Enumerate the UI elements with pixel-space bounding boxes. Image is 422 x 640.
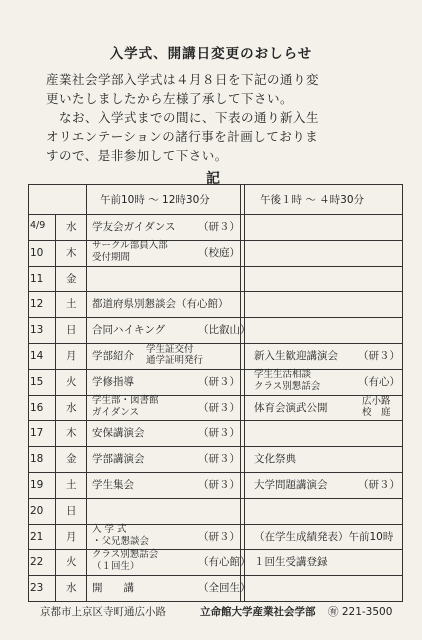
row-day: 木 [66,246,77,259]
row-am-location: （全回生） [198,582,251,595]
row-pm-location: （有心） [358,375,400,388]
row-date: 12 [30,298,44,311]
row-day: 金 [66,453,77,466]
row-am-location: （研３） [198,478,240,491]
row-date: 21 [30,530,44,543]
paragraph-line-1: 産業社会学部入学式は４月８日を下記の通り変 [46,72,320,87]
row-date: 18 [30,453,44,466]
row-day: 火 [66,375,77,388]
row-am-event: 安保講演会 [92,427,145,440]
row-pm-event: 文化祭典 [254,453,296,466]
row-am-location: （校庭） [198,246,240,259]
row-am-event-2: （１回生） [92,561,140,573]
row-am-location: （研３） [198,220,240,233]
row-am-event: 学生集会 [92,478,134,491]
row-date: 19 [30,478,44,491]
notice-title: 入学式、開講日変更のおしらせ [109,46,313,62]
row-pm-event: （在学生成績発表）午前10時 [254,530,394,543]
row-am-event: 学修指導 [92,375,134,388]
row-date: 22 [30,556,44,569]
row-date: 20 [30,504,44,517]
footer-phone: ㊒ 221-3500 [328,606,393,618]
row-am-event-2: ガイダンス [92,406,140,418]
row-am-event: 学部紹介 [92,349,134,362]
row-pm-location-2: 校 庭 [362,406,391,418]
row-pm-event: 新入生歓迎講演会 [254,349,338,362]
row-day: 火 [66,556,77,569]
row-date: 13 [30,324,44,337]
row-am-event: 開 講 [92,582,134,595]
footer-org: 立命館大学産業社会学部 [200,606,316,618]
row-am-event: 合同ハイキング [92,324,166,337]
row-am-sub1: 学生証交付 [146,344,194,355]
row-am-event: 学生部・図書館 [92,394,159,406]
row-am-location: （研３） [198,375,240,388]
header-am: 午前10時 〜 12時30分 [100,194,210,206]
row-am-location: （研３） [198,453,240,466]
row-pm-location: （研３） [358,478,400,491]
row-day: 日 [66,324,77,337]
row-date: 14 [30,349,44,362]
row-day: 月 [66,530,77,543]
row-pm-event: １回生受講登録 [254,556,328,569]
row-am-location: （比叡山） [198,324,251,337]
row-am-event-2: ・父兄懇談会 [92,535,150,547]
row-am-event: 都道府県別懇談会（有心館） [92,298,229,311]
row-am-event: 学部講演会 [92,453,145,466]
row-day: 金 [66,272,77,285]
row-am-location: （有心館） [198,556,251,569]
footer-address: 京都市上京区寺町通広小路 [40,606,166,618]
row-day: 水 [66,220,77,233]
row-pm-event-2: クラス別懇話会 [254,380,321,392]
row-am-event: 学友会ガイダンス [92,220,176,233]
row-am-sub2: 通学証明発行 [146,355,204,366]
row-day: 水 [66,582,77,595]
row-am-location: （研３） [198,401,240,414]
row-am-event: クラス別懇話会 [92,549,159,561]
row-day: 日 [66,504,77,517]
paragraph-line-5: すので、是非参加して下さい。 [46,148,228,163]
row-date: 4/9 [30,219,46,231]
row-date: 23 [30,582,44,595]
row-pm-event: 体育会演武公開 [254,401,328,414]
row-pm-event: 大学問題講演会 [254,478,328,491]
header-pm: 午後１時 〜 ４時30分 [260,194,365,206]
row-am-event-2: 受付期間 [92,251,131,263]
row-day: 土 [66,298,77,311]
row-day: 木 [66,427,77,440]
row-date: 11 [30,272,44,285]
row-day: 月 [66,349,77,362]
row-am-location: （研３） [198,427,240,440]
row-date: 10 [30,246,44,259]
paragraph-line-4: オリエンテーションの諸行事を計画しておりま [46,129,319,144]
row-pm-location: （研３） [358,349,400,362]
paragraph-line-2: 更いたしましたから左様了承して下さい。 [46,91,294,106]
row-date: 16 [30,401,44,414]
schedule-table [28,184,403,602]
row-am-event: サークル部員入部 [92,239,168,251]
row-day: 土 [66,478,77,491]
row-date: 15 [30,375,44,388]
row-pm-event: 学生生活相談 [254,368,312,380]
row-date: 17 [30,427,44,440]
row-am-event: 入 学 式 [92,523,127,535]
ki-heading: 記 [206,171,220,187]
row-pm-location-1: 広小路 [362,395,391,407]
row-am-location: （研３） [198,530,240,543]
row-day: 水 [66,401,77,414]
paragraph-line-3: なお、入学式までの間に、下表の通り新入生 [46,110,320,125]
